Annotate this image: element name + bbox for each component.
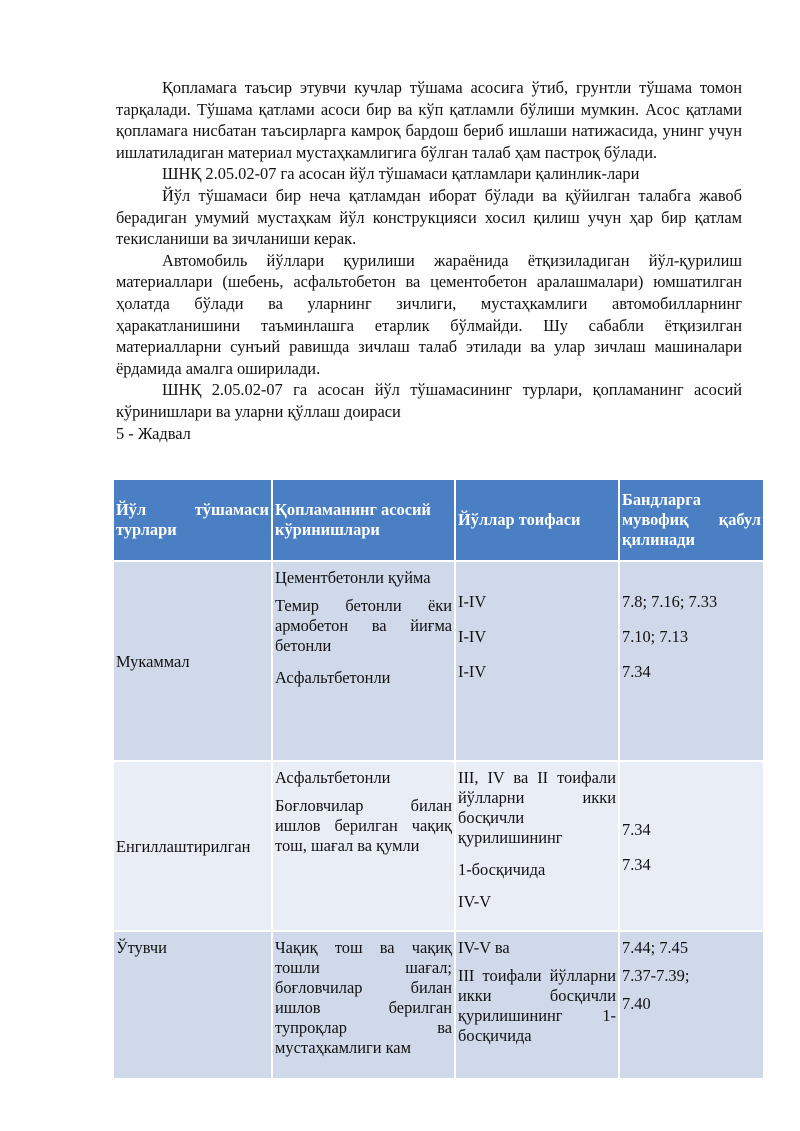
covering-item: Чақиқ тош ва чақиқ тошли шағал; боғловчилар билан ишлов берилган тупроқлар ва мустаҳкамлиги кам <box>275 938 452 1057</box>
category-item: III тоифали йўлларни икки босқичли қурилишининг 1-босқичида <box>458 966 616 1045</box>
pavement-type: Мукаммал <box>116 652 190 671</box>
header-clauses-label: Бандларга мувофиқ қабул қилинади <box>622 490 761 549</box>
cell-type <box>114 761 272 931</box>
clause-item: 7.10; 7.13 <box>622 627 689 646</box>
cell-categories <box>455 931 619 1079</box>
covering-item: Асфальтбетонли <box>275 668 391 687</box>
category-item: I-IV <box>458 662 487 681</box>
cell-coverings <box>272 931 455 1079</box>
paragraph-shnq-types: ШНҚ 2.05.02-07 га асосан йўл тўшамасининг турлари, қопламанинг асосий кўринишлари ва уларни қўллаш доираси <box>116 380 742 421</box>
cell-coverings <box>272 561 455 761</box>
table-header-row <box>114 480 764 561</box>
clause-item: 7.8; 7.16; 7.33 <box>622 592 718 611</box>
clause-item: 7.34 <box>622 662 651 681</box>
header-covering-kinds-label: Қопламанинг асосий кўринишлари <box>275 500 431 539</box>
clause-item: 7.40 <box>622 994 651 1013</box>
table-row <box>114 931 764 1079</box>
covering-item: Асфальтбетонли <box>275 768 391 787</box>
header-pavement-types-label: Йўл тўшамаси турлари <box>116 500 269 539</box>
cell-clauses <box>619 761 764 931</box>
table-caption: 5 - Жадвал <box>116 423 191 443</box>
covering-item: Цементбетонли қуйма <box>275 568 431 587</box>
category-item: I-IV <box>458 592 487 611</box>
covering-item: Боғловчилар билан ишлов берилган чақиқ тош, шағал ва қумли <box>275 796 452 855</box>
category-item: I-IV <box>458 627 487 646</box>
header-clauses <box>619 480 764 561</box>
category-item: IV-V ва <box>458 938 510 957</box>
cell-type <box>114 931 272 1079</box>
paragraph-layers: Йўл тўшамаси бир неча қатламдан иборат бўлади ва қўйилган талабга жавоб берадиган умумий мустаҳкам йўл конструкцияси хосил қилиш учун ҳар бир қатлам текисланиши ва зичланиши керак. <box>116 185 742 249</box>
pavement-type: Ўтувчи <box>116 938 167 957</box>
paragraph-compaction: Автомобиль йўллари қурилиши жараёнида ётқизиладиган йўл-қурилиш материаллари (шебень, асфальтобетон ва цементобетон аралашмалари) юмшатилган ҳолатда бўлади ва уларнинг зичлиги, мустаҳкамлиги автомобилларнинг ҳаракатланишини таъминлашга етарлик бўлмайди. Шу сабабли ётқизилган материалларни сунъий равишда зичлаш талаб этилади ва улар зичлаш машиналари ёрдамида амалга оширилади. <box>116 250 742 378</box>
clause-item: 7.44; 7.45 <box>622 938 689 957</box>
paragraph-load-distribution: Қопламага таъсир этувчи кучлар тўшама асосига ўтиб, грунтли тўшама томон тарқалади. Тўшама қатлами асоси бир ва кўп қатламли бўлиши мумкин. Асос қатлами қопламага нисбатан таъсирларга камроқ бардош бериб ишлаши натижасида, унинг учун ишлатиладиган материал мустаҳкамлигига бўлган талаб ҳам пастроқ бўлади. <box>116 78 742 162</box>
pavement-type: Енгиллаштирилган <box>116 837 251 856</box>
header-road-categories-label: Йўллар тоифаси <box>458 510 581 529</box>
paragraph-shnq-thickness: ШНҚ 2.05.02-07 га асосан йўл тўшамаси қатламлари қалинлик-лари <box>162 164 640 184</box>
category-item: 1-босқичида <box>458 860 546 879</box>
header-covering-kinds <box>272 480 455 561</box>
cell-type <box>114 561 272 761</box>
cell-categories <box>455 561 619 761</box>
header-road-categories <box>455 480 619 561</box>
header-pavement-types <box>114 480 272 561</box>
table-row <box>114 761 764 931</box>
cell-coverings <box>272 761 455 931</box>
cell-categories <box>455 761 619 931</box>
cell-clauses <box>619 561 764 761</box>
table-row <box>114 561 764 761</box>
category-item: IV-V <box>458 892 492 911</box>
body-text <box>116 77 742 444</box>
clause-item: 7.34 <box>622 854 651 874</box>
covering-item: Темир бетонли ёки армобетон ва йиғма бетонли <box>275 596 452 655</box>
category-item: III, IV ва II тоифали йўлларни икки босқичли қурилишининг <box>458 768 616 847</box>
clause-item: 7.37-7.39; <box>622 966 690 985</box>
cell-clauses <box>619 931 764 1079</box>
road-pavement-table <box>114 480 765 1080</box>
clause-item: 7.34 <box>622 819 651 839</box>
